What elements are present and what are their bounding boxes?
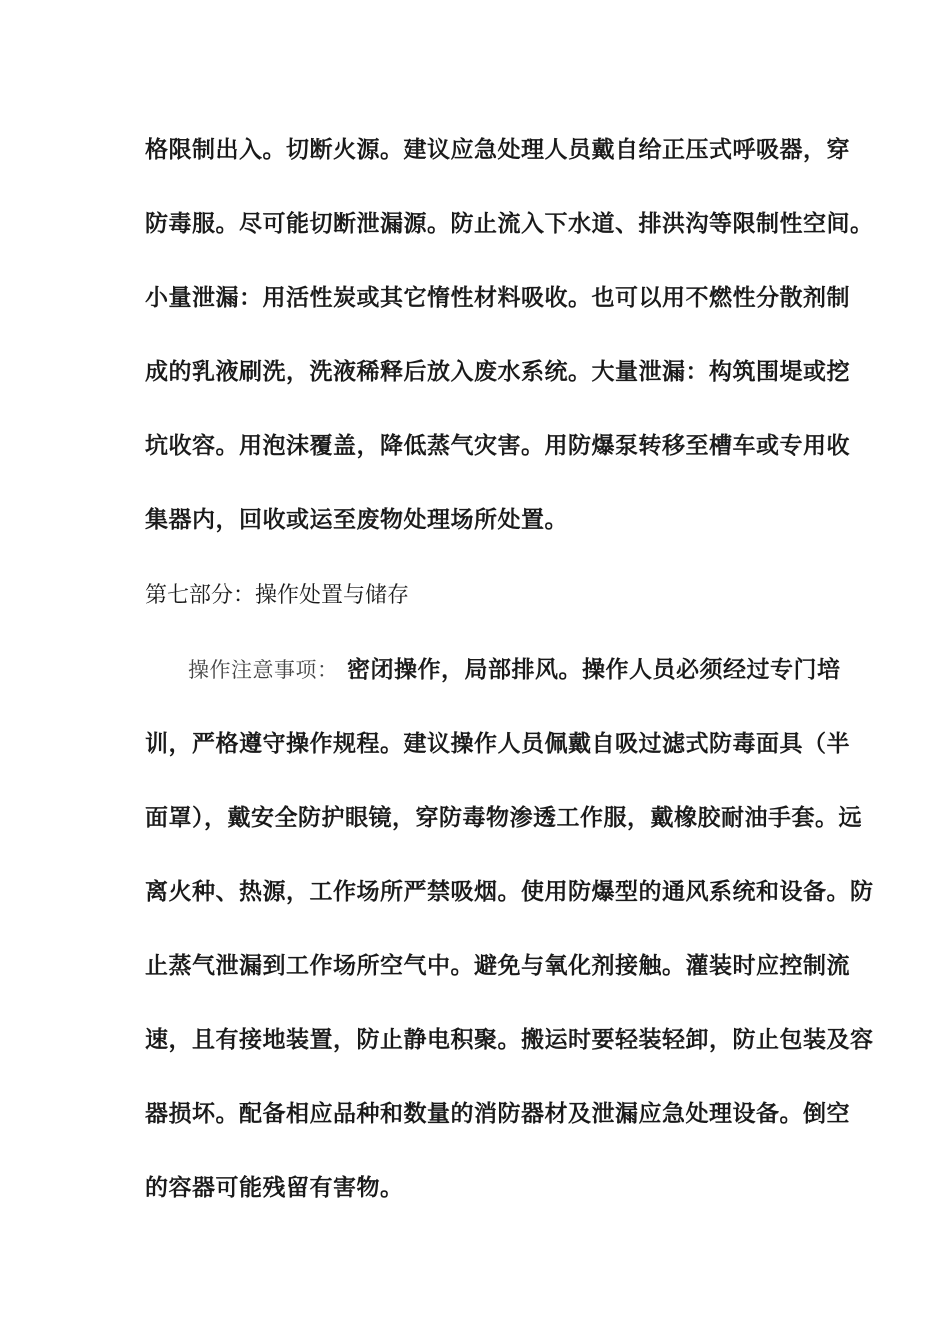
paragraph-line: 成的乳液刷洗，洗液稀释后放入废水系统。大量泄漏：构筑围堤或挖 xyxy=(145,358,850,385)
paragraph-line: 格限制出入。切断火源。建议应急处理人员戴自给正压式呼吸器，穿 xyxy=(145,136,850,163)
paragraph-first-line xyxy=(188,650,841,690)
paragraph-line: 防毒服。尽可能切断泄漏源。防止流入下水道、排洪沟等限制性空间。 xyxy=(145,210,874,237)
paragraph-line: 训，严格遵守操作规程。建议操作人员佩戴自吸过滤式防毒面具（半 xyxy=(145,730,850,757)
paragraph-line: 小量泄漏：用活性炭或其它惰性材料吸收。也可以用不燃性分散剂制 xyxy=(145,284,850,311)
paragraph-line: 集器内，回收或运至废物处理场所处置。 xyxy=(145,506,568,533)
paragraph-line: 速，且有接地装置，防止静电积聚。搬运时要轻装轻卸，防止包装及容 xyxy=(145,1026,874,1053)
paragraph-line: 坑收容。用泡沫覆盖，降低蒸气灾害。用防爆泵转移至槽车或专用收 xyxy=(145,432,850,459)
paragraph-line: 止蒸气泄漏到工作场所空气中。避免与氧化剂接触。灌装时应控制流 xyxy=(145,952,850,979)
paragraph-line: 器损坏。配备相应品种和数量的消防器材及泄漏应急处理设备。倒空 xyxy=(145,1100,850,1127)
paragraph-line: 面罩），戴安全防护眼镜，穿防毒物渗透工作服，戴橡胶耐油手套。远 xyxy=(145,804,862,831)
paragraph-line: 离火种、热源，工作场所严禁吸烟。使用防爆型的通风系统和设备。防 xyxy=(145,878,874,905)
paragraph-text: 密闭操作，局部排风。操作人员必须经过专门培 xyxy=(347,656,841,683)
field-label: 操作注意事项： xyxy=(188,658,339,682)
section-heading: 第七部分：操作处置与储存 xyxy=(145,583,410,608)
paragraph-line: 的容器可能残留有害物。 xyxy=(145,1174,404,1201)
